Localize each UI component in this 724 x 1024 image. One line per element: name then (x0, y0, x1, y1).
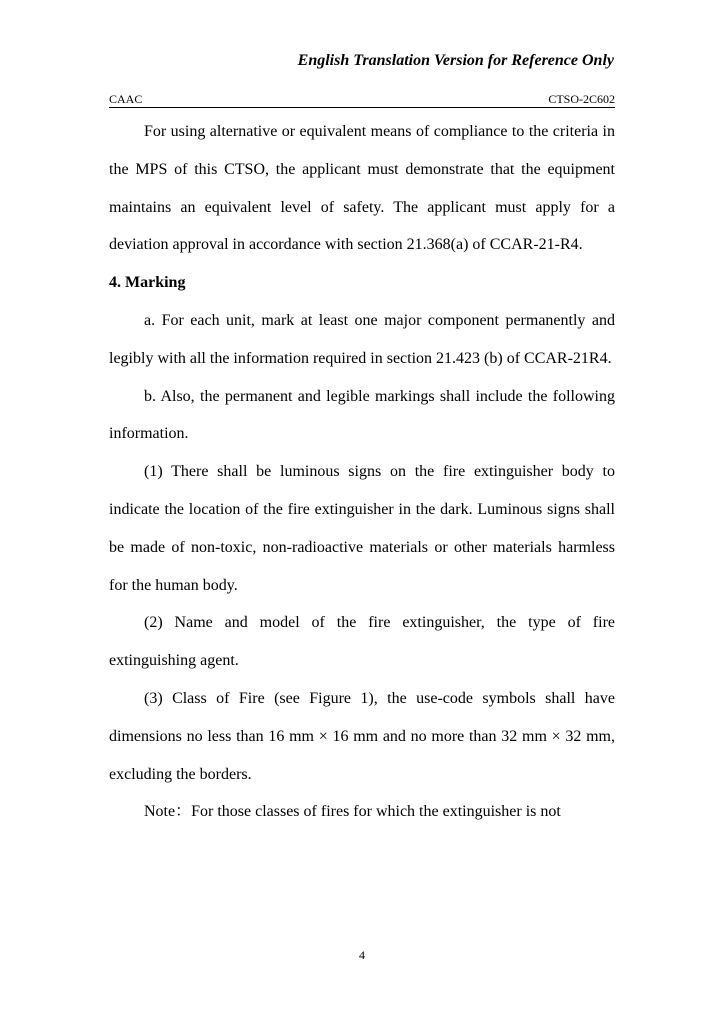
note-paragraph: Note：For those classes of fires for which the extinguisher is not (144, 803, 561, 821)
paragraph-b: b. Also, the permanent and legible markings shall include the following information. (109, 387, 615, 443)
paragraph-a: a. For each unit, mark at least one major component permanently and legibly with all the information required in section 21.423 (b) of CCAR-21R4. (109, 311, 615, 367)
item-3-class-of-fire: (3) Class of Fire (see Figure 1), the use-code symbols shall have dimensions no less than 16 mm × 16 mm and no more than 32 mm × 32 mm, excluding the borders. (109, 689, 615, 783)
header-right-doc-id: CTSO-2C602 (548, 92, 615, 106)
item-1-luminous-signs: (1) There shall be luminous signs on the fire extinguisher body to indicate the location of the fire extinguisher in the dark. Luminous signs shall be made of non-toxic, non-radioactive materials or other materials harmless for the human body. (109, 463, 615, 594)
translation-banner: English Translation Version for Reference Only (297, 52, 614, 69)
header-rule (109, 107, 615, 108)
page-number: 4 (359, 948, 365, 962)
header-left-caac: CAAC (109, 92, 143, 106)
item-2-name-model: (2) Name and model of the fire extinguisher, the type of fire extinguishing agent. (109, 614, 615, 670)
body-text (109, 113, 615, 831)
section-heading-marking: 4. Marking (109, 274, 186, 292)
paragraph-alternative-compliance: For using alternative or equivalent means of compliance to the criteria in the MPS of this CTSO, the applicant must demonstrate that the equipment maintains an equivalent level of safety. The applicant must apply for a deviation approval in accordance with section 21.368(a) of CCAR-21-R4. (109, 123, 615, 254)
